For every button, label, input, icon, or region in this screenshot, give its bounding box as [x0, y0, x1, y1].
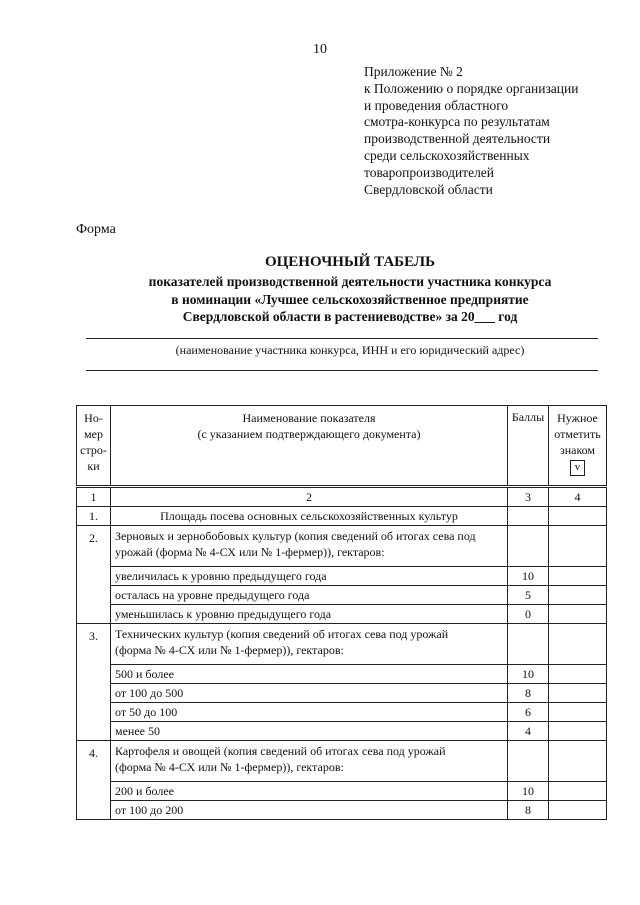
header-num-line: стро- [80, 443, 107, 457]
option-row [77, 665, 607, 684]
option-row [77, 801, 607, 820]
page-number: 10 [313, 42, 327, 57]
score-table [76, 487, 607, 820]
option-score: 10 [508, 782, 549, 801]
option-score: 10 [508, 567, 549, 586]
indicator-line: Технических культур (копия сведений об итогах сева под урожай [115, 627, 449, 641]
header-mark-cell [549, 406, 607, 486]
indicator-line: урожай (форма № 4-СХ или № 1-фермер)), гектаров: [115, 545, 385, 559]
header-mark-line: отметить [554, 427, 601, 441]
option-score: 4 [508, 722, 549, 741]
option-label: от 50 до 100 [111, 703, 508, 722]
header-name-cell [111, 406, 508, 486]
mark-cell[interactable] [549, 665, 607, 684]
header-num-line: Но- [84, 411, 103, 425]
appendix-note [364, 64, 634, 198]
option-score: 0 [508, 605, 549, 624]
indicator-name [111, 741, 508, 782]
table-row [77, 624, 607, 665]
option-score: 5 [508, 586, 549, 605]
table-row [77, 526, 607, 567]
form-label: Форма [76, 222, 116, 237]
column-number: 4 [549, 488, 607, 507]
option-label: осталась на уровне предыдущего года [111, 586, 508, 605]
mark-cell[interactable] [549, 782, 607, 801]
appendix-line: среди сельскохозяйственных [364, 147, 530, 163]
participant-address-line[interactable] [86, 370, 598, 371]
section-title: Площадь посева основных сельскохозяйственных культур [111, 507, 508, 526]
score-cell [508, 741, 549, 782]
indicator-line: Зерновых и зернобобовых культур (копия сведений об итогах сева под [115, 529, 476, 543]
mark-cell[interactable] [549, 605, 607, 624]
option-row [77, 586, 607, 605]
option-score: 8 [508, 801, 549, 820]
indicator-line: (форма № 4-СХ или № 1-фермер)), гектаров: [115, 643, 344, 657]
participant-caption: (наименование участника конкурса, ИНН и его юридический адрес) [175, 343, 525, 357]
mark-cell[interactable] [549, 801, 607, 820]
document-title: ОЦЕНОЧНЫЙ ТАБЕЛЬ [264, 254, 436, 270]
score-cell [508, 624, 549, 665]
subtitle-line: в номинации «Лучшее сельскохозяйственное предприятие [171, 291, 529, 307]
subtitle-line: Свердловской области в растениеводстве» за 20___ год [182, 309, 518, 324]
appendix-line: Свердловской области [364, 181, 493, 197]
row-number: 2. [77, 526, 111, 624]
checkmark-box: v [570, 460, 585, 476]
mark-cell[interactable] [549, 586, 607, 605]
indicator-line: Картофеля и овощей (копия сведений об итогах сева под урожай [115, 744, 446, 758]
option-row [77, 605, 607, 624]
row-number: 1. [77, 507, 111, 526]
column-number: 1 [77, 488, 111, 507]
table-header [76, 405, 607, 486]
mark-cell[interactable] [549, 624, 607, 665]
participant-name-line[interactable] [86, 338, 598, 339]
appendix-line: Приложение № 2 [364, 64, 463, 79]
option-row [77, 567, 607, 586]
option-score: 10 [508, 665, 549, 684]
mark-cell[interactable] [549, 741, 607, 782]
option-score: 6 [508, 703, 549, 722]
header-num-line: мер [84, 427, 103, 441]
mark-cell[interactable] [549, 507, 607, 526]
score-cell [508, 507, 549, 526]
header-name-line: Наименование показателя [242, 411, 376, 425]
header-score-cell: Баллы [508, 406, 549, 486]
appendix-line: производственной деятельности [364, 131, 551, 147]
option-row [77, 782, 607, 801]
mark-cell[interactable] [549, 526, 607, 567]
mark-cell[interactable] [549, 567, 607, 586]
option-row [77, 703, 607, 722]
header-mark-line: Нужное [557, 411, 598, 425]
header-name-line: (с указанием подтверждающего документа) [197, 427, 421, 441]
option-label: от 100 до 500 [111, 684, 508, 703]
header-mark-line: знаком [559, 443, 596, 457]
option-label: уменьшилась к уровню предыдущего года [111, 605, 508, 624]
mark-cell[interactable] [549, 684, 607, 703]
option-label: 200 и более [111, 782, 508, 801]
appendix-line: к Положению о порядке организации [364, 80, 579, 96]
appendix-line: и проведения областного [364, 97, 509, 113]
row-number: 3. [77, 624, 111, 741]
mark-cell[interactable] [549, 722, 607, 741]
document-subtitle [60, 273, 640, 326]
score-cell [508, 526, 549, 567]
table-row [77, 507, 607, 526]
table-row [77, 741, 607, 782]
option-score: 8 [508, 684, 549, 703]
column-number-row [77, 488, 607, 507]
mark-cell[interactable] [549, 703, 607, 722]
header-num-cell [77, 406, 111, 486]
option-row [77, 722, 607, 741]
option-label: увеличилась к уровню предыдущего года [111, 567, 508, 586]
header-num-line: ки [87, 459, 100, 473]
column-number: 2 [111, 488, 508, 507]
indicator-line: (форма № 4-СХ или № 1-фермер)), гектаров: [115, 760, 344, 774]
option-label: менее 50 [111, 722, 508, 741]
subtitle-line: показателей производственной деятельности участника конкурса [148, 274, 552, 289]
row-number: 4. [77, 741, 111, 820]
option-row [77, 684, 607, 703]
option-label: от 100 до 200 [111, 801, 508, 820]
column-number: 3 [508, 488, 549, 507]
indicator-name [111, 624, 508, 665]
option-label: 500 и более [111, 665, 508, 684]
indicator-name [111, 526, 508, 567]
appendix-line: товаропроизводителей [364, 164, 495, 180]
appendix-line: смотра-конкурса по результатам [364, 114, 550, 130]
